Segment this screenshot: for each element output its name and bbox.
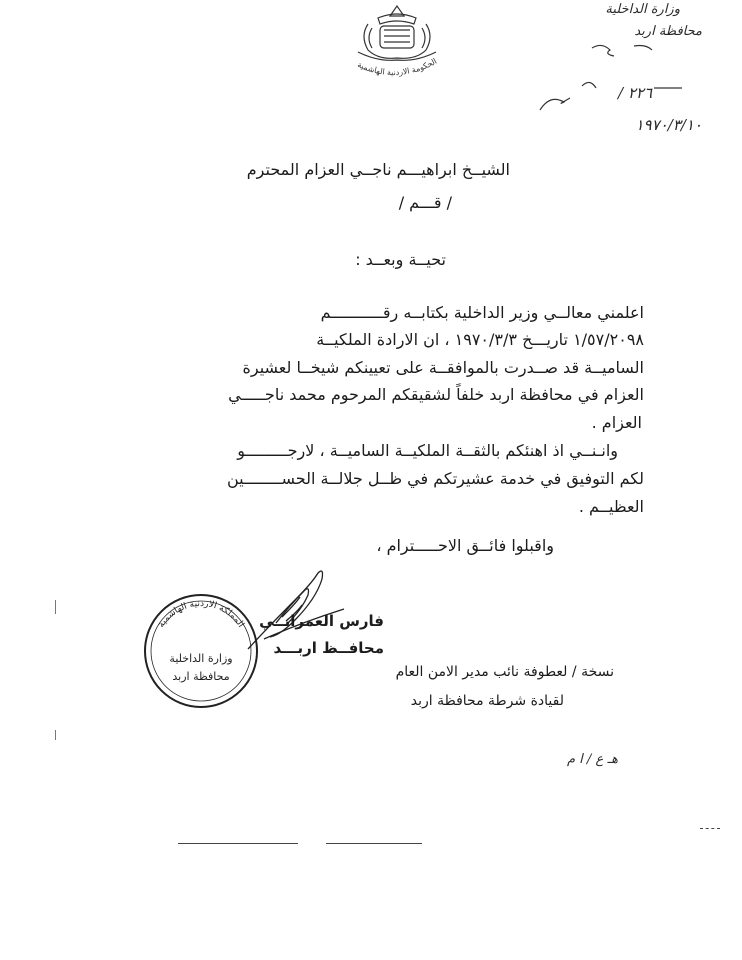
handwritten-scribbles (534, 40, 684, 120)
reference-number: / ٢٢٦ (618, 84, 652, 102)
reference-ministry: وزارة الداخلية (605, 2, 680, 17)
body-line: اعلمني معالــي وزير الداخلية بكتابــه رقـــــــــــم (320, 303, 644, 322)
bottom-rule (178, 843, 298, 844)
stamp-inner-line-1: وزارة الداخلية (169, 652, 233, 665)
crest-caption: الحكومة الاردنية الهاشمية (356, 56, 439, 78)
body-line: العظيــم . (578, 497, 644, 516)
greeting: تحيــة وبعــد : (355, 250, 446, 269)
recipient-city: / قـــم / (398, 193, 452, 212)
body-line: ١/٥٧/٢٠٩٨ تاريـــخ ١٩٧٠/٣/٣ ، ان الارادة الملكيــة (316, 330, 644, 349)
body-line: لكم التوفيق في خدمة عشيرتكم في ظــل جلالــة الحســــــــين (226, 469, 644, 488)
government-crest-icon (338, 2, 456, 82)
reference-governorate: محافظة اربد (634, 24, 702, 39)
body-line: وانـنــي اذ اهنئكم بالثقــة الملكيــة الساميــة ، لارجـــــــــو (237, 441, 618, 460)
signatory-title: محافــظ اربـــد (273, 639, 384, 657)
margin-mark (700, 828, 720, 829)
copy-recipient-1: نسخة / لعطوفة نائب مدير الامن العام (395, 664, 614, 680)
stamp-outer-text: المملكة الاردنية الهاشمية (156, 598, 246, 630)
bottom-rule (326, 843, 422, 844)
margin-mark (55, 600, 56, 614)
body-line: العزام في محافظة اربد خلفاً لشقيقكم المرحوم محمد ناجـــــي (228, 385, 644, 404)
body-line: العزام . (591, 413, 642, 432)
copy-recipient-2: لقيادة شرطة محافظة اربد (410, 693, 564, 709)
signatory-name: فارس العمرانــي (259, 612, 384, 630)
typist-initials: هـ ع / ا م (567, 752, 618, 767)
letter-date: ١٩٧٠/٣/١٠ (635, 116, 702, 134)
stamp-inner-line-2: محافظة اربد (172, 670, 230, 683)
recipient-name: الشيــخ ابراهيـــم ناجــي العزام المحترم (246, 160, 510, 179)
margin-mark (55, 730, 56, 740)
closing-remark: واقبلوا فائــق الاحـــــترام ، (376, 536, 554, 555)
body-line: الساميــة قد صــدرت بالموافقــة على تعيينكم شيخــا لعشيرة (242, 358, 644, 377)
